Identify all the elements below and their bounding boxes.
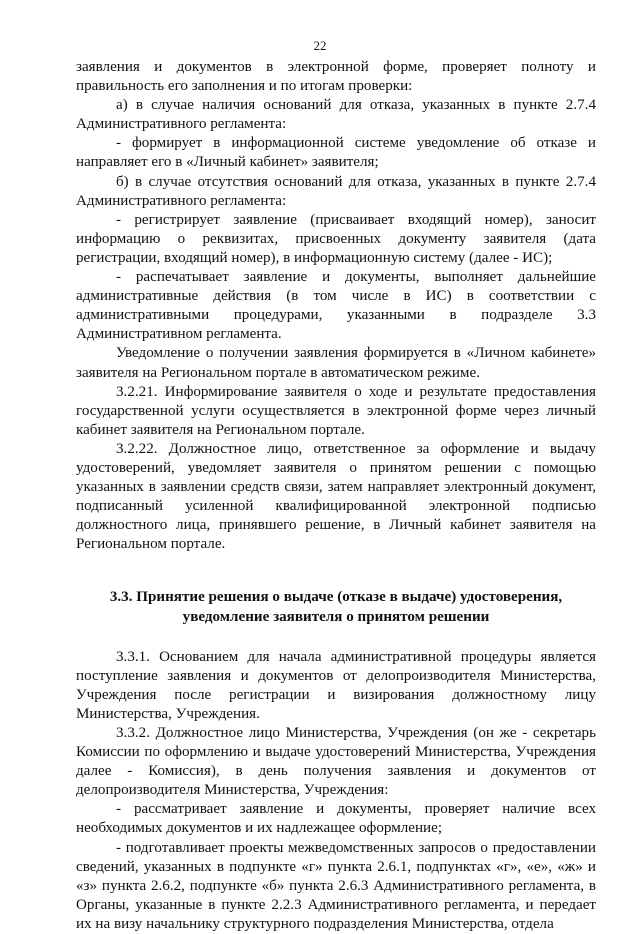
page-number: 22 (313, 38, 327, 53)
paragraph: - распечатывает заявление и документы, выполняет дальнейшие административные действия (в том числе в ИС) в соответствии с административными процедурами, указанными в подразделе 3.3 Административном регламента. (76, 269, 596, 343)
section-heading-line-1: 3.3. Принятие решения о выдаче (отказе в выдаче) удостоверения, (109, 589, 563, 606)
paragraph: б) в случае отсутствия оснований для отказа, указанных в пункте 2.7.4 Административного регламента: (76, 173, 596, 209)
section-heading-line-2: уведомление заявителя о принятом решении (182, 608, 490, 625)
paragraph: 3.3.2. Должностное лицо Министерства, Учреждения (он же - секретарь Комиссии по оформлению и выдаче удостоверений Министерства, Учреждения далее - Комиссия), в день получения заявления и документов от делопроизводителя Министерства, Учреждения: (76, 725, 596, 799)
paragraph: - рассматривает заявление и документы, проверяет наличие всех необходимых документов и их надлежащее оформление; (76, 801, 596, 837)
paragraph: 3.2.21. Информирование заявителя о ходе и результате предоставления государственной услуги осуществляется в электронной форме через личный кабинет заявителя на Региональном портале. (76, 383, 596, 438)
paragraph: заявления и документов в электронной форме, проверяет полноту и правильность его заполнения и по итогам проверки: (76, 59, 596, 95)
paragraph: - подготавливает проекты межведомственных запросов о предоставлении сведений, указанных в подпункте «г» пункта 2.6.1, подпунктах «г», «е», «ж» и «з» пункта 2.6.2, подпункте «б» пункта 2.6.3 Административного регламента, в Органы, указанные в пункте 2.2.3 Административного регламента, и передает их на визу начальнику структурного подразделения Министерства, отдела (76, 839, 596, 932)
paragraph: 3.3.1. Основанием для начала административной процедуры является поступление заявления и документов от делопроизводителя Министерства, Учреждения после регистрации и визирования должностному лицу Министерства, Учреждения. (76, 648, 596, 722)
paragraph: Уведомление о получении заявления формируется в «Личном кабинете» заявителя на Региональном портале в автоматическом режиме. (76, 345, 596, 381)
paragraph: - формирует в информационной системе уведомление об отказе и направляет его в «Личный кабинет» заявителя; (76, 135, 596, 171)
paragraph: 3.2.22. Должностное лицо, ответственное за оформление и выдачу удостоверений, уведомляет заявителя о принятом решении с помощью указанных в заявлении средств связи, затем направляет электронный документ, подписанный усиленной квалифицированной электронной подписью должностного лица, принявшего решение, в Личный кабинет заявителя на Региональном портале. (76, 440, 596, 553)
paragraph: а) в случае наличия оснований для отказа, указанных в пункте 2.7.4 Административного регламента: (76, 97, 596, 133)
paragraph: - регистрирует заявление (присваивает входящий номер), заносит информацию о реквизитах, присвоенных документу заявителя (дата регистрации, входящий номер), в информационную систему (далее - ИС); (76, 211, 596, 266)
page-body (76, 58, 596, 934)
section-heading (76, 588, 596, 626)
